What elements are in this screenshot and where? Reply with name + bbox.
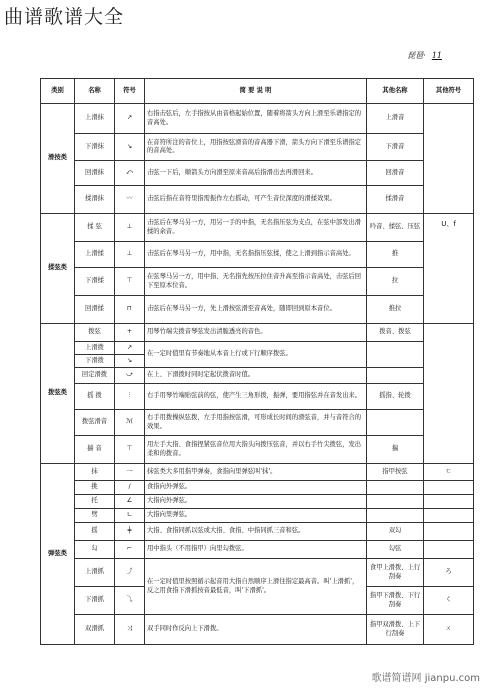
symbol-cell: ⊥ (115, 214, 145, 242)
header-cell: 符号 (115, 79, 145, 104)
table-row (41, 436, 474, 464)
symbol-cell: ⊥ (115, 242, 145, 268)
header-cell: 简 要 说 明 (145, 79, 367, 104)
description-cell: 在一定时值里有节奏地从本音上行或下行顺序拨弦。 (145, 342, 367, 368)
other-name-cell: 吟音、揉弦、压弦 (367, 214, 424, 242)
other-name-cell (367, 410, 424, 436)
symbol-cell: ⊓ (115, 296, 145, 324)
description-cell: 在弦琴马另一方，用中指、无名指先按压拉住音升高至指示音高处，击弦后回下至原本位音。 (145, 268, 367, 296)
symbol-cell: ⤺ (115, 161, 145, 186)
table-row (41, 509, 474, 523)
page-header-label: 琵琶· (407, 51, 426, 60)
description-cell: 右手用拨操纵弦拨，左手用指按弦滑，可形成长时间的滑弦音，并与音符合的效果。 (145, 410, 367, 436)
symbol-cell: ⤻ (115, 368, 145, 384)
name-cell: 挑 (75, 481, 115, 495)
technique-table (40, 78, 474, 645)
name-cell: 摇 拨 (75, 384, 115, 410)
table-row (41, 541, 474, 559)
other-name-cell: 拉 (367, 268, 424, 296)
name-cell: 拨弦滑音 (75, 410, 115, 436)
description-cell: 在一定时值里按照循示起音用大指自然顺序上滑往指定最高音。叫'上滑抓'，反之用食指下滑抓按音最低音，叫'下滑抓'。 (145, 559, 367, 615)
table-row (41, 368, 474, 384)
description-cell: 击弦一下后，顺箭头方向滑至原来音高后指滑出去再滑回来。 (145, 161, 367, 186)
table-row (41, 481, 474, 495)
name-cell: 下滑抹 (75, 134, 115, 161)
table-row (41, 495, 474, 509)
table-row (41, 464, 474, 481)
other-symbol-cell (424, 481, 474, 495)
category-cell: 揉弦类 (41, 214, 75, 324)
other-name-cell: 摇指、轮拨 (367, 384, 424, 410)
description-cell: 击弦后在琴马另一方，用中指，无名指指压弦揉，使之上滑到指示音高处。 (145, 242, 367, 268)
other-name-cell: 上滑音 (367, 104, 424, 134)
description-cell: 右手用琴竹端贴弦前的弦，使产生三角形拨，振弹，要用指弦并在音发出来。 (145, 384, 367, 410)
other-name-cell (367, 342, 424, 368)
header-cell: 名称 (75, 79, 115, 104)
name-cell: 上滑抓 (75, 559, 115, 587)
other-symbol-cell: ㄷ (424, 464, 474, 481)
table-row (41, 214, 474, 242)
table-row (41, 242, 474, 268)
description-cell: 大指向外弹弦。 (145, 495, 367, 509)
name-cell: 双滑抓 (75, 615, 115, 645)
name-cell: 回滑抹 (75, 161, 115, 186)
watermark: 歌谱简谱网 jianpu.com (371, 673, 480, 684)
description-cell: 食指向外弹弦。 (145, 481, 367, 495)
category-cell: 拨弦类 (41, 324, 75, 464)
other-name-cell: 指甲双滑拨、上下行刮奏 (367, 615, 424, 645)
other-name-cell: 推 (367, 242, 424, 268)
table-row (41, 134, 474, 161)
table-row (41, 523, 474, 541)
name-cell: 上滑抹 (75, 104, 115, 134)
header-cell: 类别 (41, 79, 75, 104)
other-name-cell (367, 509, 424, 523)
other-symbol-cell (424, 523, 474, 541)
symbol-cell: ⤵ (115, 587, 145, 615)
symbol-cell: ⤨ (115, 615, 145, 645)
symbol-cell: ↗ (115, 104, 145, 134)
other-symbol-cell: ろ (424, 559, 474, 587)
other-name-cell: 拨音、拨弦 (367, 324, 424, 342)
symbol-cell: 〰 (115, 186, 145, 214)
name-cell: 上滑拨 (75, 342, 115, 355)
description-cell: 击弦后在琴马另一方，用另一手的中指，无名指压弦为支点，在弦中部发出滑揉的余音。 (145, 214, 367, 242)
symbol-cell: / (115, 481, 145, 495)
description-cell: 在音符所注的音位上，用指按弦滑音的音高器下滑，箭头方向下滑至乐谱指定的音高处。 (145, 134, 367, 161)
other-name-cell: 食甲上滑拨、上行刮奏 (367, 559, 424, 587)
description-cell: 大指向里弹弦。 (145, 509, 367, 523)
other-name-cell (367, 368, 424, 384)
description-cell: 抹弦类大多用指甲弹奏，食指向里弹弦叫'抹'。 (145, 464, 367, 481)
name-cell: 揉 弦 (75, 214, 115, 242)
table-row (41, 104, 474, 134)
name-cell: 勾 (75, 541, 115, 559)
description-cell: 击弦后在琴马另一方，先上滑按弦滑至音高处，随即回到原本音位。 (145, 296, 367, 324)
symbol-cell: ↗ (115, 342, 145, 355)
symbol-cell: ℳ (115, 410, 145, 436)
name-cell: 拨弦 (75, 324, 115, 342)
other-name-cell: 勾弦 (367, 541, 424, 559)
table-row (41, 342, 474, 355)
header-cell: 其他符号 (424, 79, 474, 104)
symbol-cell: ⌐ (115, 541, 145, 559)
other-symbol-cell: く (424, 587, 474, 615)
table-row (41, 324, 474, 342)
other-name-cell: 揣 (367, 436, 424, 464)
symbol-cell: ⊤ (115, 436, 145, 464)
table-row (41, 186, 474, 214)
page-header (407, 50, 442, 61)
other-name-cell: 下滑音 (367, 134, 424, 161)
symbol-cell: ∠ (115, 495, 145, 509)
name-cell: 劈 (75, 509, 115, 523)
other-name-cell (367, 481, 424, 495)
other-symbol-cell: ㄨ (424, 615, 474, 645)
description-cell: 在上、下滑拨时同时定起伏拨音时值。 (145, 368, 367, 384)
table-header-row (41, 79, 474, 104)
symbol-cell: + (115, 324, 145, 342)
other-symbol-cell: U、f (424, 214, 474, 324)
name-cell: 回定滑拨 (75, 368, 115, 384)
other-name-cell: 推拉 (367, 296, 424, 324)
name-cell: 揉滑抹 (75, 186, 115, 214)
other-name-cell: 揉滑音 (367, 186, 424, 214)
other-name-cell: 双勾 (367, 523, 424, 541)
other-name-cell: 指甲按弦 (367, 464, 424, 481)
name-cell: 上滑揉 (75, 242, 115, 268)
symbol-cell: ⫶ (115, 384, 145, 410)
name-cell: 下滑抓 (75, 587, 115, 615)
page-number: 11 (431, 51, 442, 60)
description-cell: 用左手大指、食指捏紧弦音位用大指头向拨压弦音，并以右手竹尖拨弦，发出柔和的拨音。 (145, 436, 367, 464)
description-cell: 右指击弦后，左手指按从由音格起始位置，随着将箭头方向上滑至乐谱指定的音高处。 (145, 104, 367, 134)
symbol-cell: 一 (115, 464, 145, 481)
table-row (41, 410, 474, 436)
description-cell: 双手同时作反向上下滑拨。 (145, 615, 367, 645)
other-name-cell: 回滑音 (367, 161, 424, 186)
other-name-cell: 指甲下滑拨、下行刮奏 (367, 587, 424, 615)
symbol-cell: ↘ (115, 355, 145, 368)
name-cell: 回滑揉 (75, 296, 115, 324)
symbol-cell: ∟ (115, 509, 145, 523)
description-cell: 用琴竹端尖拨音琴弦发出清脆透亮的音色。 (145, 324, 367, 342)
name-cell: 揣 音 (75, 436, 115, 464)
name-cell: 下滑拨 (75, 355, 115, 368)
other-symbol-cell (424, 541, 474, 559)
name-cell: 摇 (75, 523, 115, 541)
description-cell: 击弦后指在音符里指需振作左右摇动，可产生音位深度的滑揉效果。 (145, 186, 367, 214)
table-row (41, 615, 474, 645)
other-name-cell (367, 495, 424, 509)
symbol-cell: ⊤ (115, 268, 145, 296)
table-row (41, 384, 474, 410)
description-cell: 大指、食指同抓以弦或大指、食指、中指同抓三音和弦。 (145, 523, 367, 541)
other-symbol-cell (424, 509, 474, 523)
name-cell: 下滑揉 (75, 268, 115, 296)
category-cell: 弹弦类 (41, 464, 75, 645)
symbol-cell: ╪ (115, 523, 145, 541)
other-symbol-cell (424, 104, 474, 214)
table-row (41, 559, 474, 587)
description-cell: 用中指头（不用指甲）向里勾拨弦。 (145, 541, 367, 559)
other-symbol-cell (424, 324, 474, 464)
category-cell: 滑按类 (41, 104, 75, 214)
other-symbol-cell (424, 495, 474, 509)
table-row (41, 296, 474, 324)
name-cell: 托 (75, 495, 115, 509)
table-row (41, 268, 474, 296)
symbol-cell: ↘ (115, 134, 145, 161)
site-title: 曲谱歌谱大全 (4, 6, 125, 28)
symbol-cell: ⤴ (115, 559, 145, 587)
header-cell: 其他名称 (367, 79, 424, 104)
name-cell: 抹 (75, 464, 115, 481)
table-row (41, 161, 474, 186)
